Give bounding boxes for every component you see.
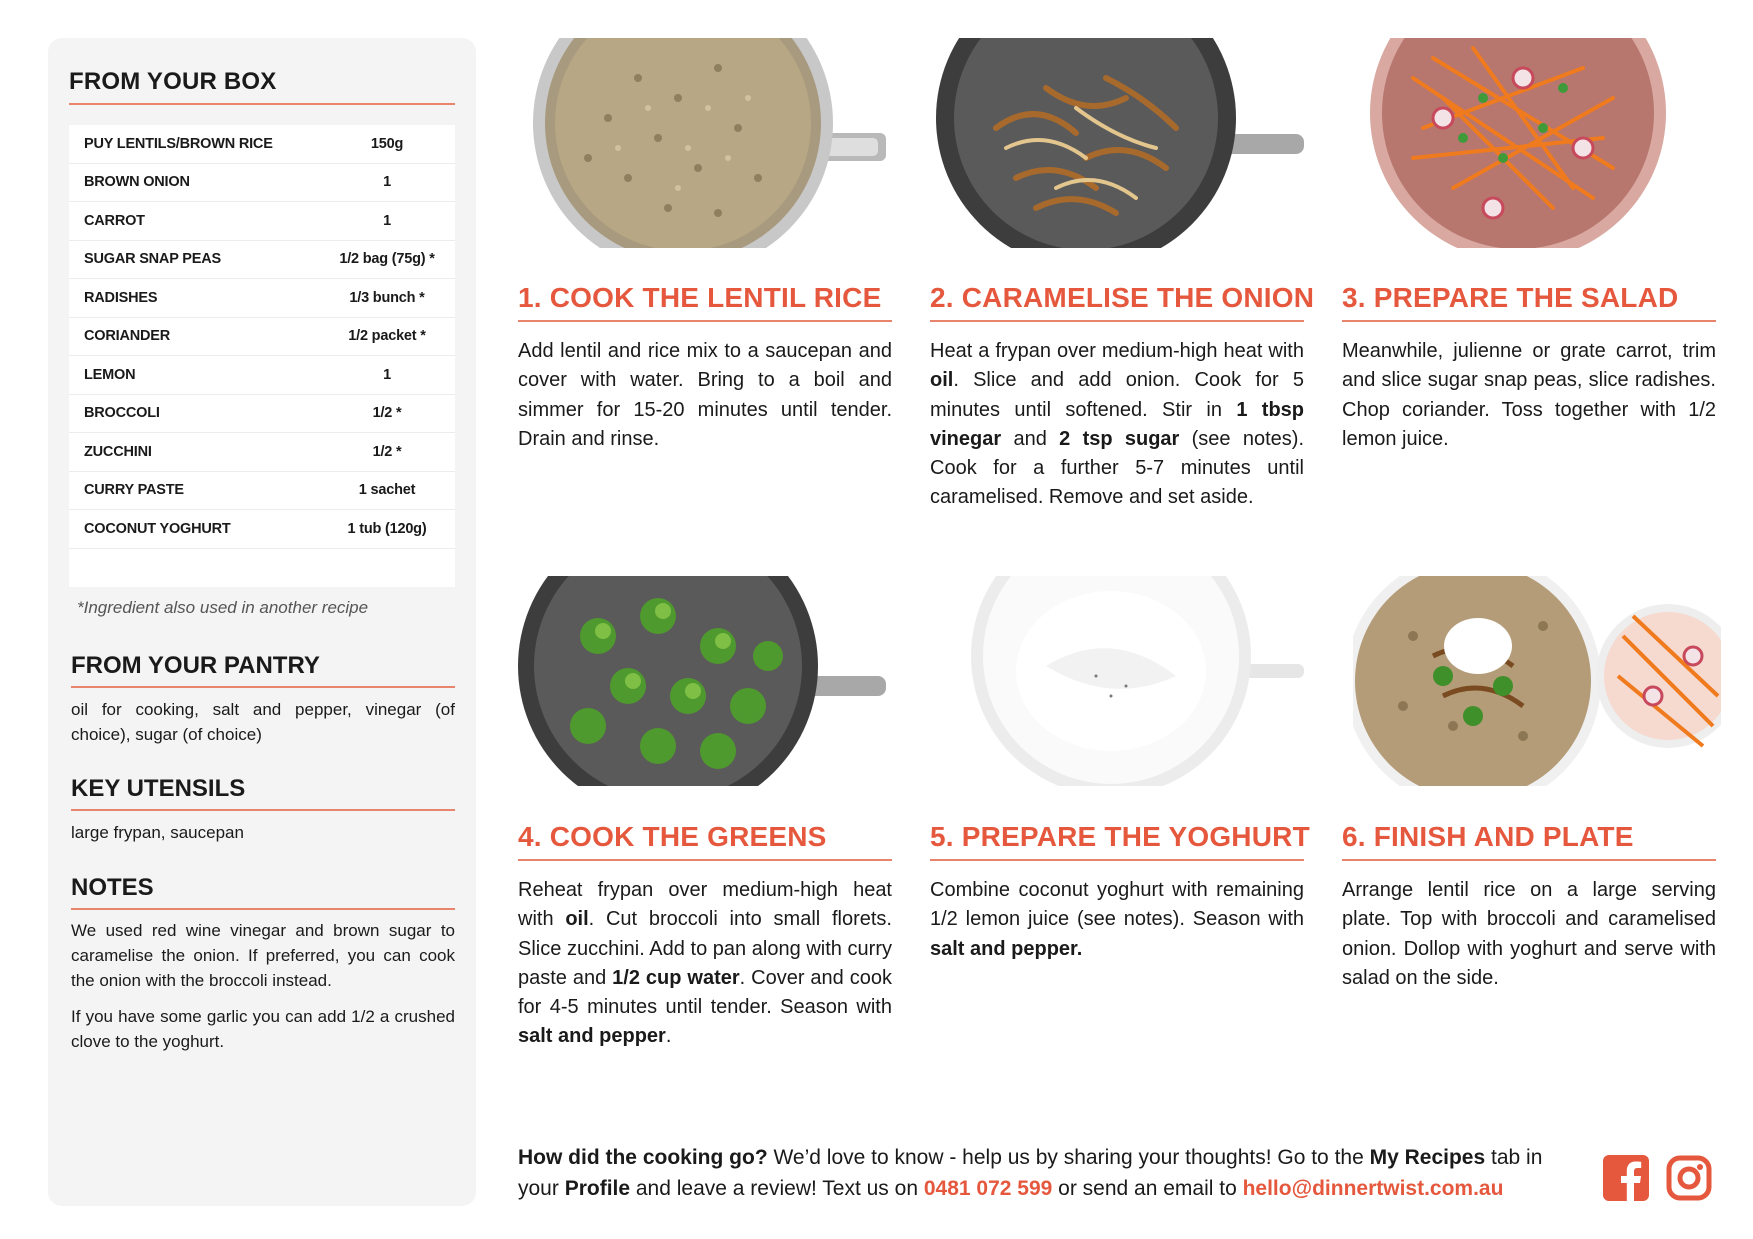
ingredient-qty: 1/2 * xyxy=(372,443,402,460)
divider xyxy=(518,320,892,322)
ingredient-qty: 150g xyxy=(370,135,404,152)
ingredient-row xyxy=(69,472,455,511)
phone-link[interactable]: 0481 072 599 xyxy=(923,1177,1053,1200)
ingredient-row xyxy=(69,318,455,357)
plated-dish-photo xyxy=(1353,576,1721,786)
ingredient-name: ZUCCHINI xyxy=(84,443,152,460)
ingredient-name: CORIANDER xyxy=(84,328,171,345)
divider xyxy=(1342,859,1716,861)
ingredient-name: CURRY PASTE xyxy=(84,482,184,499)
step-text: Arrange lentil rice on a large serving plate. Top with broccoli and caramelised onion. Dollop with yoghurt and serve with salad on the side. xyxy=(1342,879,1716,989)
ingredient-row xyxy=(69,125,455,164)
ingredient-name: BROCCOLI xyxy=(84,405,160,422)
ingredient-row xyxy=(69,241,455,280)
ingredient-row xyxy=(69,202,455,241)
sidebar xyxy=(48,38,476,1206)
email-link[interactable]: hello@dinnertwist.com.au xyxy=(1242,1177,1504,1200)
ingredient-name: SUGAR SNAP PEAS xyxy=(84,251,221,268)
step-text: Reheat frypan over medium-high heat with oil. Cut broccoli into small florets. Slice zucchini. Add to pan along with curry paste and 1/2 cup water. Cover and cook for 4-5 minutes until tender. Season with salt and pepper. xyxy=(518,879,892,1048)
ingredient-row xyxy=(69,356,455,395)
ingredient-qty: 1/3 bunch * xyxy=(349,289,425,306)
ingredient-row xyxy=(69,279,455,318)
facebook-icon[interactable] xyxy=(1603,1155,1649,1201)
ingredient-qty: 1 xyxy=(383,366,391,383)
ingredient-qty: 1/2 packet * xyxy=(348,328,426,345)
ingredient-row xyxy=(69,433,455,472)
divider xyxy=(71,686,455,688)
salad-photo xyxy=(1353,38,1721,248)
ingredient-name: PUY LENTILS/BROWN RICE xyxy=(84,135,273,152)
ingredient-name: BROWN ONION xyxy=(84,174,190,191)
step-title: 6. FINISH AND PLATE xyxy=(1342,821,1634,852)
ingredient-qty: 1/2 bag (75g) * xyxy=(339,251,435,268)
yoghurt-bowl-photo xyxy=(936,576,1304,786)
notes-paragraph: If you have some garlic you can add 1/2 a crushed clove to the yoghurt. xyxy=(71,1007,455,1051)
lentil-rice-photo xyxy=(518,38,886,248)
ingredient-table xyxy=(69,125,455,587)
step-title: 3. PREPARE THE SALAD xyxy=(1342,282,1679,313)
feedback-text: How did the cooking go? We’d love to know - help us by sharing your thoughts! Go to the My Recipes tab in your Profile and leave a review! Text us on 0481 072 599 or send an email to hello@dinnertwist.com.au xyxy=(518,1146,1543,1200)
ingredient-qty: 1 xyxy=(383,212,391,229)
ingredient-qty: 1/2 * xyxy=(372,405,402,422)
ingredient-qty: 1 sachet xyxy=(358,482,416,499)
divider xyxy=(930,320,1304,322)
step-text: Heat a frypan over medium-high heat with oil. Slice and add onion. Cook for 5 minutes until softened. Stir in 1 tbsp vinegar and 2 tsp sugar (see notes). Cook for a further 5-7 minutes until caramelised. Remove and set aside. xyxy=(930,340,1305,509)
ingredient-name: CARROT xyxy=(84,212,145,229)
step-title: 4. COOK THE GREENS xyxy=(518,821,827,852)
divider xyxy=(518,859,892,861)
notes-title: NOTES xyxy=(71,874,154,901)
pantry-text: oil for cooking, salt and pepper, vinegar (of choice), sugar (of choice) xyxy=(71,700,455,744)
caramelised-onion-photo xyxy=(936,38,1304,248)
step-title: 1. COOK THE LENTIL RICE xyxy=(518,282,882,313)
step-text: Combine coconut yoghurt with remaining 1/2 lemon juice (see notes). Season with salt and pepper. xyxy=(930,879,1304,960)
divider xyxy=(71,809,455,811)
ingredient-name: COCONUT YOGHURT xyxy=(84,520,231,537)
instagram-icon[interactable] xyxy=(1666,1155,1712,1201)
step-title: 5. PREPARE THE YOGHURT xyxy=(930,821,1310,852)
pantry-title: FROM YOUR PANTRY xyxy=(71,652,320,679)
ingredient-footnote: *Ingredient also used in another recipe xyxy=(77,598,369,617)
ingredient-row xyxy=(69,164,455,203)
broccoli-pan-photo xyxy=(518,576,886,786)
divider xyxy=(69,103,455,105)
step-text: Add lentil and rice mix to a saucepan and cover with water. Bring to a boil and simmer for 15-20 minutes until tender. Drain and rinse. xyxy=(518,340,892,450)
ingredient-row xyxy=(69,510,455,549)
from-box-title: FROM YOUR BOX xyxy=(69,68,277,95)
utensils-text: large frypan, saucepan xyxy=(71,823,244,842)
step-title: 2. CARAMELISE THE ONION xyxy=(930,282,1315,313)
divider xyxy=(930,859,1304,861)
divider xyxy=(71,908,455,910)
step-text: Meanwhile, julienne or grate carrot, trim and slice sugar snap peas, slice radishes. Chop coriander. Toss together with 1/2 lemon juice. xyxy=(1342,340,1716,450)
ingredient-name: LEMON xyxy=(84,366,136,383)
ingredient-qty: 1 tub (120g) xyxy=(347,520,427,537)
ingredient-row xyxy=(69,395,455,434)
divider xyxy=(1342,320,1716,322)
ingredient-name: RADISHES xyxy=(84,289,158,306)
notes-paragraph: We used red wine vinegar and brown sugar to caramelise the onion. If preferred, you can cook the onion with the broccoli instead. xyxy=(71,921,455,990)
ingredient-qty: 1 xyxy=(383,174,391,191)
utensils-title: KEY UTENSILS xyxy=(71,775,246,802)
